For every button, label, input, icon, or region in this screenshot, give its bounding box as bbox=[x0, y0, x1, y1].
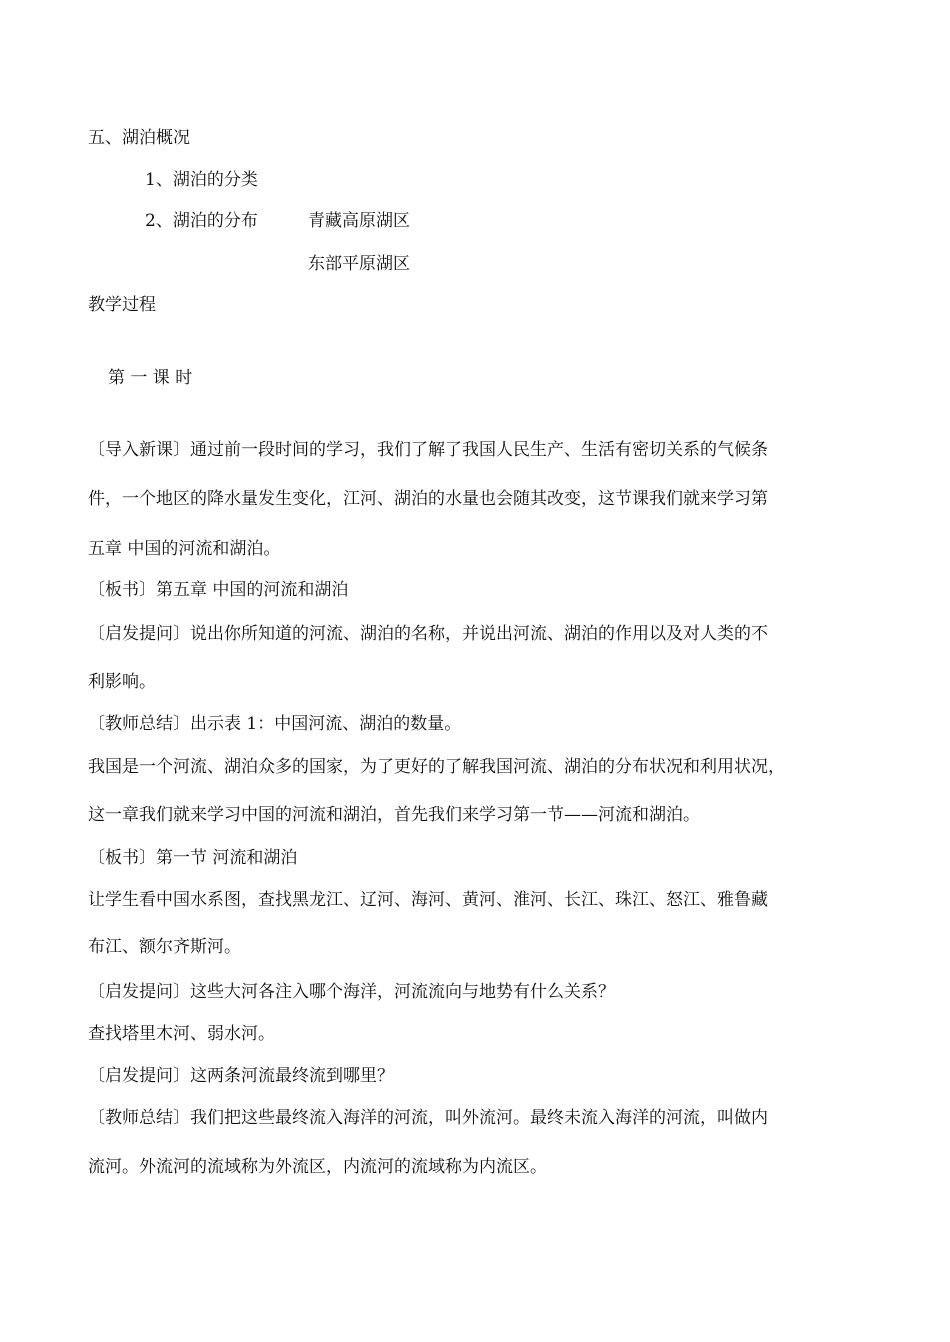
lesson-title: 第 一 课 时 bbox=[108, 368, 193, 388]
paragraph-1-line-1: 我国是一个河流、湖泊众多的国家，为了更好的了解我国河流、湖泊的分布状况和利用状况， bbox=[88, 757, 785, 777]
board-note-chapter: 〔板书〕第五章 中国的河流和湖泊 bbox=[88, 580, 349, 600]
process-title: 教学过程 bbox=[88, 295, 156, 315]
intro-line-3: 五章 中国的河流和湖泊。 bbox=[88, 539, 281, 559]
outline-item-distribution: 2、湖泊的分布 bbox=[145, 211, 258, 231]
paragraph-3: 查找塔里木河、弱水河。 bbox=[88, 1024, 275, 1044]
outline-heading: 五、湖泊概况 bbox=[88, 128, 190, 148]
teacher-summary-2-line-1: 〔教师总结〕我们把这些最终流入海洋的河流，叫外流河。最终未流入海洋的河流，叫做内 bbox=[88, 1108, 768, 1128]
question-1-line-2: 利影响。 bbox=[88, 672, 156, 692]
intro-line-2: 件，一个地区的降水量发生变化，江河、湖泊的水量也会随其改变，这节课我们就来学习第 bbox=[88, 489, 768, 509]
teacher-summary-2-line-2: 流河。外流河的流域称为外流区，内流河的流域称为内流区。 bbox=[88, 1157, 547, 1177]
intro-line-1: 〔导入新课〕通过前一段时间的学习，我们了解了我国人民生产、生活有密切关系的气候条 bbox=[88, 440, 768, 460]
paragraph-2-line-2: 布江、额尔齐斯河。 bbox=[88, 937, 241, 957]
outline-region-qingzang: 青藏高原湖区 bbox=[308, 211, 410, 231]
question-1-line-1: 〔启发提问〕说出你所知道的河流、湖泊的名称，并说出河流、湖泊的作用以及对人类的不 bbox=[88, 624, 768, 644]
outline-item-classification: 1、湖泊的分类 bbox=[145, 170, 258, 190]
paragraph-1-line-2: 这一章我们就来学习中国的河流和湖泊，首先我们来学习第一节——河流和湖泊。 bbox=[88, 805, 700, 825]
question-2: 〔启发提问〕这些大河各注入哪个海洋，河流流向与地势有什么关系？ bbox=[88, 982, 615, 1002]
teacher-summary-1: 〔教师总结〕出示表 1：中国河流、湖泊的数量。 bbox=[88, 714, 462, 734]
board-note-section: 〔板书〕第一节 河流和湖泊 bbox=[88, 848, 298, 868]
paragraph-2-line-1: 让学生看中国水系图，查找黑龙江、辽河、海河、黄河、淮河、长江、珠江、怒江、雅鲁藏 bbox=[88, 890, 768, 910]
outline-region-eastern-plain: 东部平原湖区 bbox=[308, 254, 410, 274]
question-3: 〔启发提问〕这两条河流最终流到哪里？ bbox=[88, 1066, 394, 1086]
